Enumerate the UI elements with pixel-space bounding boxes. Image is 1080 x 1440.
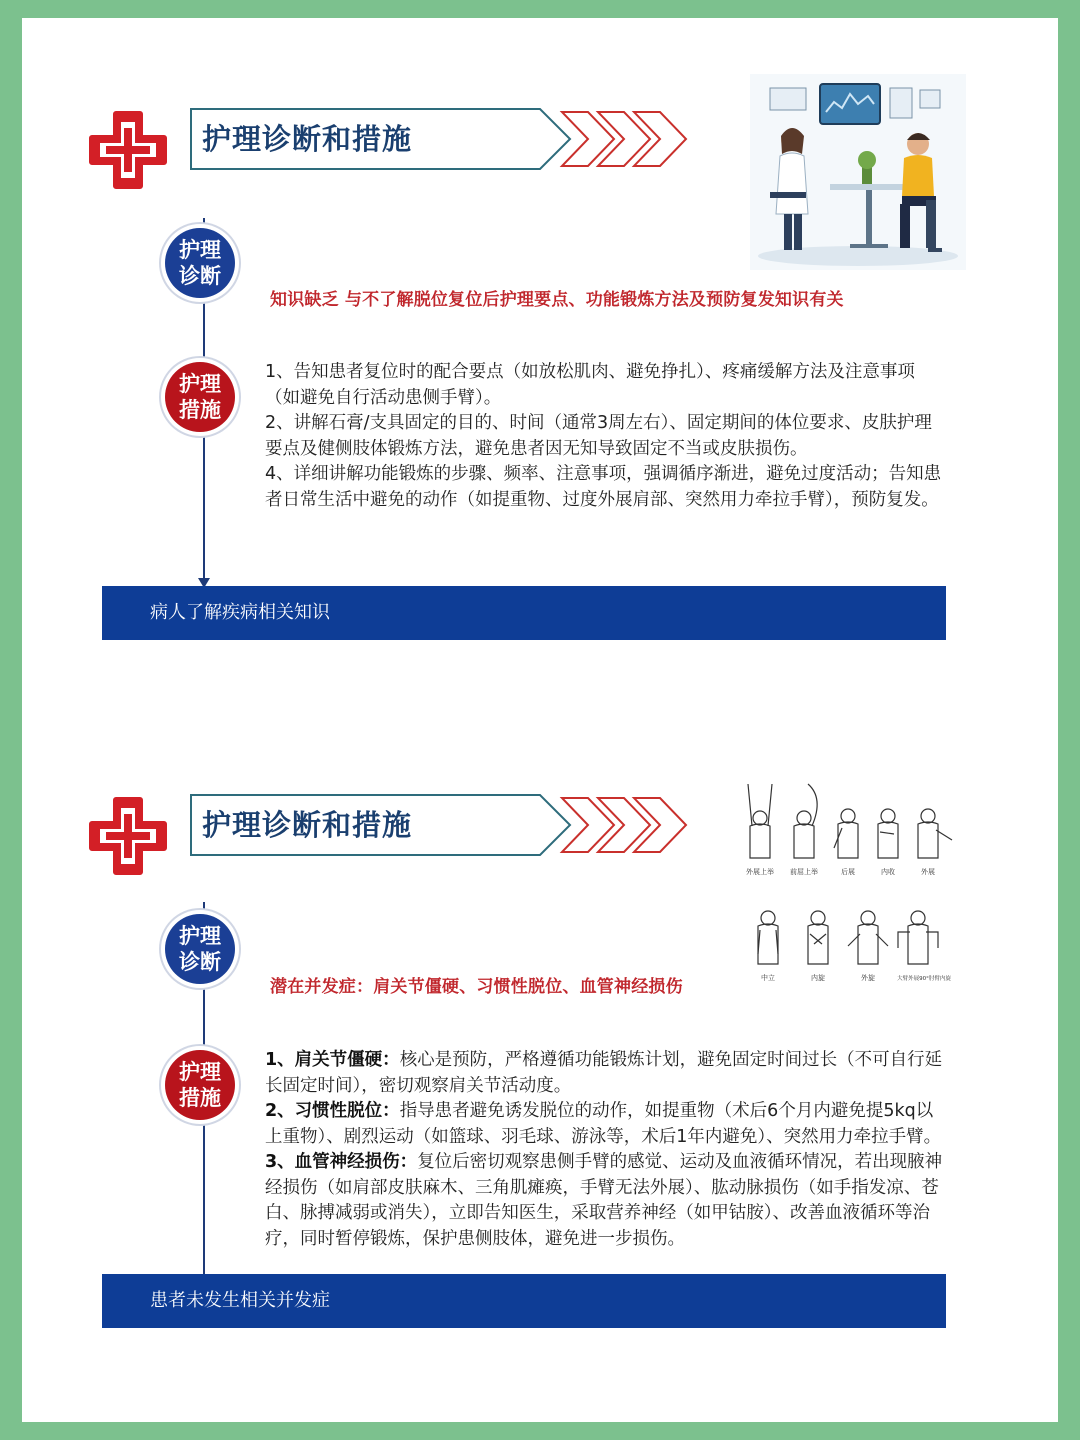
exercise-label: 中立 (761, 974, 775, 982)
diagnosis-text: 知识缺乏 与不了解脱位复位后护理要点、功能锻炼方法及预防复发知识有关 (270, 290, 844, 310)
measure-text: 复位后密切观察患侧手臂的感觉、运动及血液循环情况，若出现腋神经损伤（如肩部皮肤麻木、三角肌瘫痪，手臂无法外展）、肱动脉损伤（如手指发凉、苍白、脉搏减弱或消失），立即告知医生，采取营养神经（如甲钴胺）、改善血液循环等治疗，同时暂停锻炼，保护患侧肢体，避免进一步损伤。 (265, 1152, 943, 1249)
exercise-label: 外旋 (861, 974, 875, 982)
nurse-patient-illustration (750, 74, 966, 270)
measure-text: 1、告知患者复位时的配合要点（如放松肌肉、避免挣扎）、疼痛缓解方法及注意事项（如避免自行活动患侧手臂）。 (265, 362, 915, 408)
measure-title: 2、习惯性脱位： (265, 1101, 400, 1121)
measures-list (265, 1048, 947, 1252)
diagnosis-badge: 护理诊断 (165, 228, 235, 298)
measure-title: 3、血管神经损伤： (265, 1152, 418, 1172)
exercise-label: 外展 (921, 868, 935, 876)
exercise-label: 后展 (841, 868, 855, 876)
exercise-label: 内收 (881, 868, 895, 876)
hospital-cross-icon (88, 796, 168, 876)
exercise-label: 大臂外展90°肘臂内旋 (897, 976, 951, 982)
outcome-text: 患者未发生相关并发症 (150, 1290, 330, 1311)
section-header-banner (190, 794, 730, 856)
measure-item (265, 1048, 947, 1099)
measure-item (265, 462, 947, 513)
measure-item (265, 411, 947, 462)
shoulder-exercise-illustration (738, 778, 966, 1018)
section-title: 护理诊断和措施 (202, 122, 413, 156)
exercise-label: 内旋 (811, 974, 825, 982)
measure-item (265, 360, 947, 411)
section-title: 护理诊断和措施 (202, 808, 413, 842)
outcome-bar (102, 1274, 946, 1328)
measures-badge: 护理措施 (165, 1050, 235, 1120)
measure-text: 核心是预防，严格遵循功能锻炼计划，避免固定时间过长（不可自行延长固定时间），密切观察肩关节活动度。 (265, 1050, 943, 1096)
exercise-label: 前屈上举 (790, 868, 818, 876)
outcome-bar (102, 586, 946, 640)
section-knowledge-deficit (22, 18, 1058, 658)
measure-item (265, 1150, 947, 1252)
section-header-banner (190, 108, 730, 170)
measure-item (265, 1099, 947, 1150)
measures-list (265, 360, 947, 513)
diagnosis-badge: 护理诊断 (165, 914, 235, 984)
measure-title: 1、肩关节僵硬： (265, 1050, 400, 1070)
measure-text: 指导患者避免诱发脱位的动作，如提重物（术后6个月内避免提5kq以上重物）、剧烈运动（如篮球、羽毛球、游泳等，术后1年内避免）、突然用力牵拉手臂。 (265, 1101, 942, 1147)
infographic-page (22, 18, 1058, 1422)
diagnosis-text: 潜在并发症：肩关节僵硬、习惯性脱位、血管神经损伤 (270, 977, 683, 997)
measures-badge: 护理措施 (165, 362, 235, 432)
outcome-text: 病人了解疾病相关知识 (150, 602, 330, 623)
hospital-cross-icon (88, 110, 168, 190)
section-complications (22, 708, 1058, 1348)
measure-text: 2、讲解石膏/支具固定的目的、时间（通常3周左右）、固定期间的体位要求、皮肤护理要点及健侧肢体锻炼方法，避免患者因无知导致固定不当或皮肤损伤。 (265, 413, 932, 459)
exercise-label: 外展上举 (746, 868, 774, 876)
measure-text: 4、详细讲解功能锻炼的步骤、频率、注意事项，强调循序渐进，避免过度活动；告知患者日常生活中避免的动作（如提重物、过度外展肩部、突然用力牵拉手臂），预防复发。 (265, 464, 942, 510)
